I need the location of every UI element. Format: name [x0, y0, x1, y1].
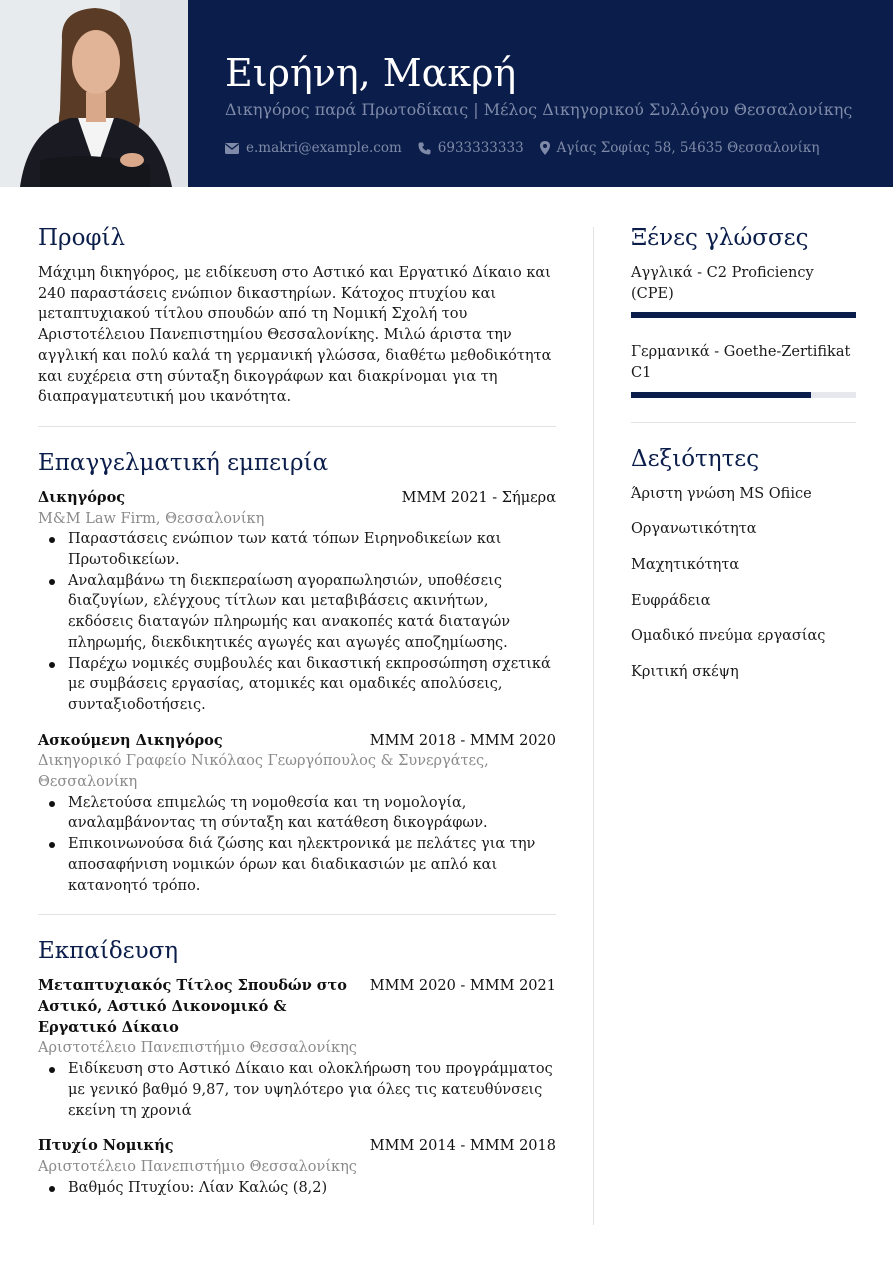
education-degree: Μεταπτυχιακός Τίτλος Σπουδών στο Αστικό, Αστικό Δικονομικό & Εργατικό Δίκαιο — [38, 977, 347, 1036]
education-degree: Πτυχίο Νομικής — [38, 1137, 174, 1155]
bullet-item: Επικοινωνούσα διά ζώσης και ηλεκτρονικά με πελάτες για την αποσαφήνιση νομικών όρων και διαδικασιών με απλό και κατανοητό τρόπο. — [38, 834, 556, 896]
education-institution: Αριστοτέλειο Πανεπιστήμιο Θεσσαλονίκης — [38, 1040, 357, 1057]
education-entry — [38, 1136, 556, 1198]
language-level-fill — [631, 312, 856, 318]
address-text: Αγίας Σοφίας 58, 54635 Θεσσαλονίκη — [556, 140, 820, 156]
contact-phone[interactable] — [418, 138, 524, 158]
header-banner — [0, 0, 893, 187]
education-institution: Αριστοτέλειο Πανεπιστήμιο Θεσσαλονίκης — [38, 1158, 357, 1175]
education-header — [38, 1136, 556, 1157]
language-item — [631, 342, 856, 397]
job-organization: Δικηγορικό Γραφείο Νικόλαος Γεωργόπουλος & Συνεργάτες, Θεσσαλονίκη — [38, 753, 489, 791]
education-title: Εκπαίδευση — [38, 938, 179, 965]
language-level-bar — [631, 312, 856, 318]
phone-text: 6933333333 — [437, 140, 524, 156]
job-date: ΜΜΜ 2021 - Σήμερα — [401, 489, 556, 506]
profile-text: Μάχιμη δικηγόρος, με ειδίκευση στο Αστικό και Εργατικό Δίκαιο και 240 παραστάσεις ενώπιον δικαστηρίων. Κάτοχος πτυχίου και μεταπτυχιακού τίτλου σπουδών από τη Νομική Σχολή του Αριστοτέλειου Πανεπιστημίου Θεσσαλονίκης. Μιλώ άριστα την αγγλική και πολύ καλά τη γερμανική γλώσσα, διαθέτω μεθοδικότητα και ευχέρεια στη σύνταξη δικογράφων και διακρίνομαι για τη διαπραγματευτική μου ικανότητα. — [38, 265, 552, 406]
contact-email[interactable] — [225, 138, 402, 158]
job-role: Ασκούμενη Δικηγόρος — [38, 731, 223, 749]
bullet-item: Παρέχω νομικές συμβουλές και δικαστική εκπροσώπηση σχετικά με συμβάσεις εργασίας, ατομικές και ομαδικές απολύσεις, συνταξιοδοτήσεις. — [38, 654, 556, 716]
experience-title: Επαγγελματική εμπειρία — [38, 449, 329, 476]
experience-section — [38, 447, 556, 896]
phone-icon — [418, 142, 431, 155]
education-date: ΜΜΜ 2014 - ΜΜΜ 2018 — [369, 1138, 556, 1155]
education-section — [38, 935, 556, 1198]
job-header — [38, 488, 556, 509]
bullet-item: Ειδίκευση στο Αστικό Δίκαιο και ολοκλήρωση του προγράμματος με γενικό βαθμό 9,87, τον υψηλότερο για όλες τις κατευθύνσεις εκείνη τη χρονιά — [38, 1059, 556, 1121]
skill-item: Κριτική σκέψη — [631, 663, 739, 680]
education-bullets — [38, 1178, 556, 1199]
language-name: Αγγλικά - C2 Proficiency (CPE) — [631, 265, 814, 302]
job-bullets — [38, 529, 556, 715]
job-date: ΜΜΜ 2018 - ΜΜΜ 2020 — [369, 732, 556, 749]
section-divider — [38, 426, 556, 427]
education-date: ΜΜΜ 2020 - ΜΜΜ 2021 — [369, 978, 556, 995]
languages-section — [631, 222, 856, 398]
profile-section — [38, 222, 556, 408]
contact-address — [540, 138, 820, 158]
profile-title: Προφίλ — [38, 225, 126, 251]
job-entry — [38, 731, 556, 897]
main-column — [38, 222, 556, 1198]
column-divider — [593, 227, 594, 1225]
section-divider — [631, 422, 856, 423]
candidate-subtitle: Δικηγόρος παρά Πρωτοδίκαις | Μέλος Δικηγορικού Συλλόγου Θεσσαλονίκης — [225, 100, 853, 119]
skill-item: Ευφράδεια — [631, 592, 711, 609]
language-level-bar — [631, 392, 856, 398]
section-divider — [38, 914, 556, 915]
sidebar-column — [631, 222, 856, 697]
envelope-icon — [225, 143, 239, 154]
language-name: Γερμανικά - Goethe-Zertifikat C1 — [631, 344, 851, 382]
email-text: e.makri@example.com — [246, 140, 402, 156]
job-organization: M&M Law Firm, Θεσσαλονίκη — [38, 510, 265, 527]
bullet-item: Βαθμός Πτυχίου: Λίαν Καλώς (8,2) — [38, 1178, 556, 1199]
bullet-item: Αναλαμβάνω τη διεκπεραίωση αγοραπωλησιών, υποθέσεις διαζυγίων, ελέγχους τίτλων και μεταβιβάσεις ακινήτων, εκδόσεις διαταγών πληρωμής και ανακοπές κατά διαταγών πληρωμής, διεκδικητικές αγωγές και αγωγές αποζημίωσης. — [38, 571, 556, 654]
languages-title: Ξένες γλώσσες — [631, 225, 809, 251]
language-level-fill — [631, 392, 811, 398]
bullet-item: Μελετούσα επιμελώς τη νομοθεσία και τη νομολογία, αναλαμβάνοντας τη σύνταξη και κατάθεση δικογράφων. — [38, 793, 556, 834]
language-item — [631, 263, 856, 318]
map-marker-icon — [540, 141, 550, 155]
education-entry — [38, 976, 556, 1121]
skill-item: Άριστη γνώση MS Ofiice — [631, 485, 812, 502]
skill-item: Μαχητικότητα — [631, 557, 740, 573]
skills-title: Δεξιότητες — [631, 445, 760, 472]
job-role: Δικηγόρος — [38, 488, 126, 506]
skills-section — [631, 443, 856, 683]
profile-photo — [0, 0, 188, 187]
job-header — [38, 731, 556, 752]
skill-item: Ομαδικό πνεύμα εργασίας — [631, 628, 826, 645]
job-bullets — [38, 793, 556, 897]
bullet-item: Παραστάσεις ενώπιον των κατά τόπων Ειρηνοδικείων και Πρωτοδικείων. — [38, 529, 556, 570]
contact-info — [225, 138, 835, 158]
education-header — [38, 976, 556, 1038]
job-entry — [38, 488, 556, 716]
candidate-name: Ειρήνη, Μακρή — [225, 51, 517, 95]
skill-item: Οργανωτικότητα — [631, 521, 757, 538]
education-bullets — [38, 1059, 556, 1121]
